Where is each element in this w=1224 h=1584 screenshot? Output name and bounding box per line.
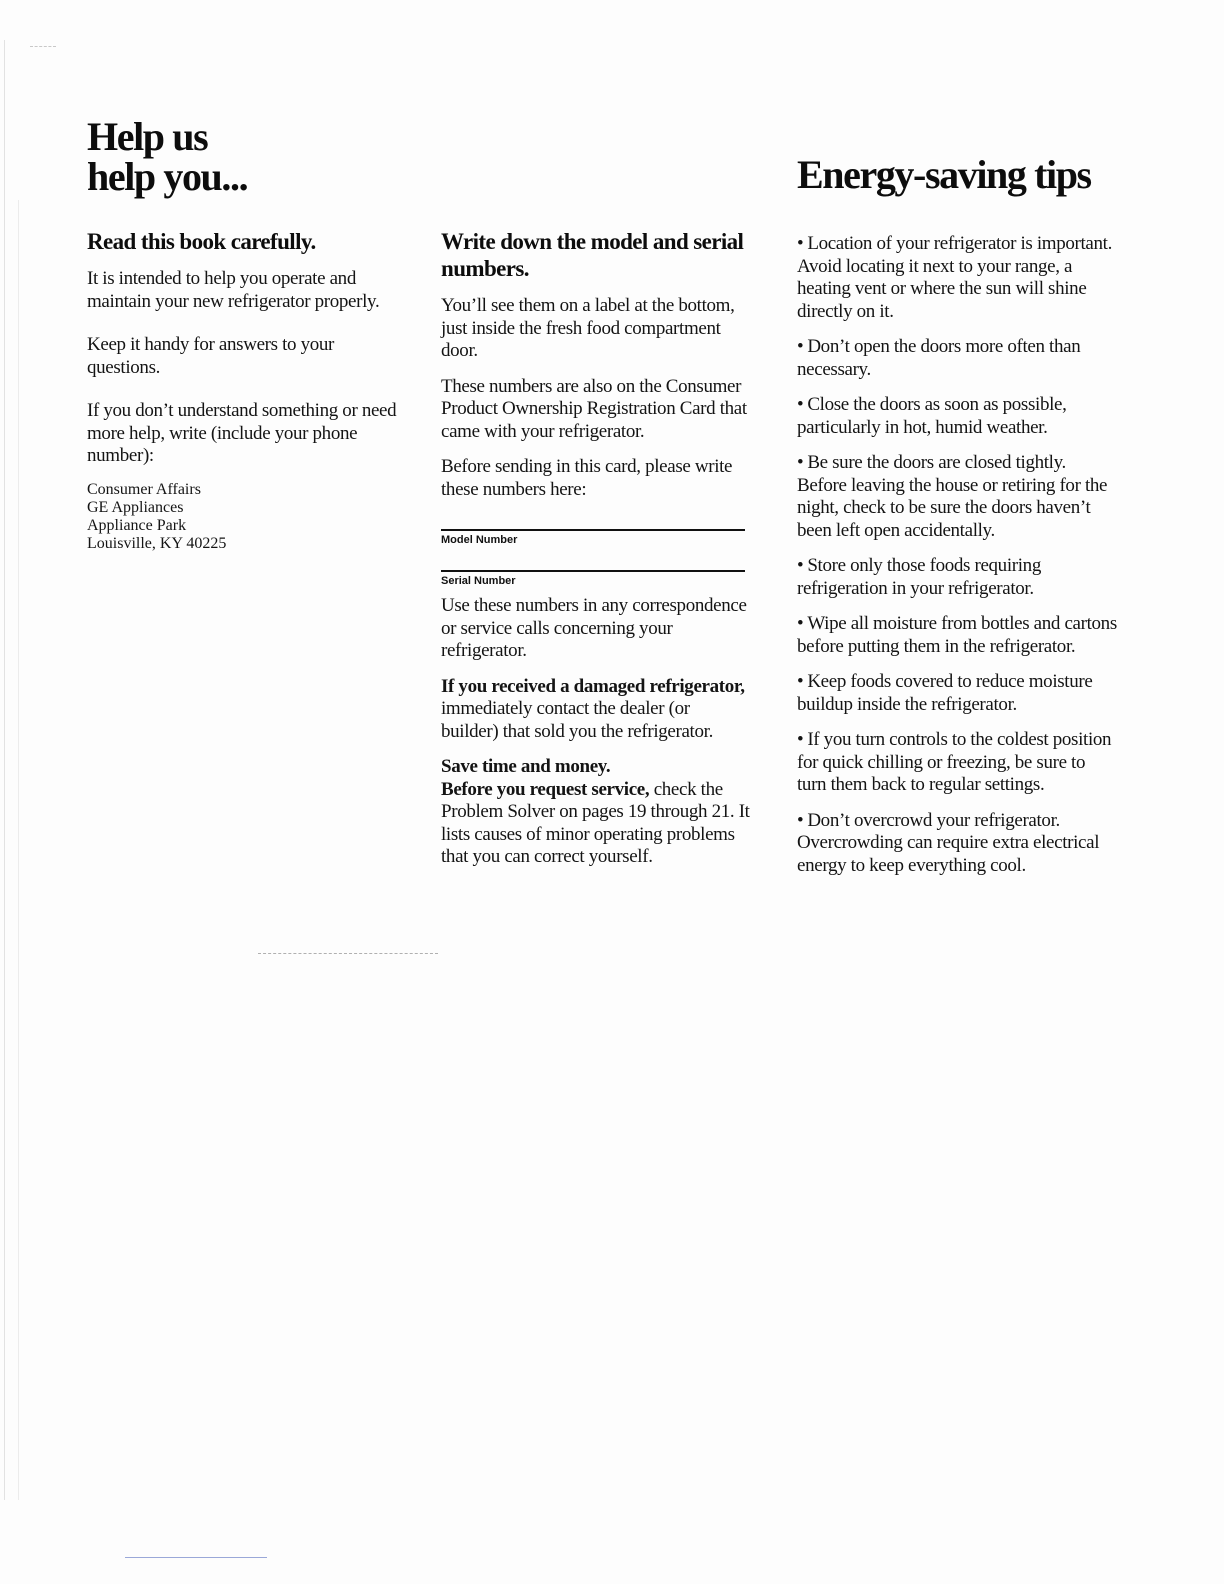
- keep-handy-paragraph: Keep it handy for answers to your questions.: [87, 334, 334, 378]
- model-serial-section: [441, 228, 751, 869]
- request-service-paragraph: [441, 779, 751, 869]
- tip-item: [797, 394, 1117, 439]
- write-numbers-paragraph: Before sending in this card, please write these numbers here:: [441, 456, 733, 500]
- scan-edge-left: [4, 40, 5, 1500]
- mailing-address: [87, 481, 397, 553]
- tip-text: Location of your refrigerator is important. Avoid locating it next to your range, a heating vent or where the sun will shine directly on it.: [797, 233, 1112, 322]
- bullet-icon: •: [797, 336, 804, 357]
- intended-paragraph: It is intended to help you operate and maintain your new refrigerator properly.: [87, 268, 380, 312]
- model-serial-heading: Write down the model and serial numbers.: [441, 229, 744, 281]
- energy-tips-section: [797, 233, 1117, 890]
- tip-text: If you turn controls to the coldest position for quick chilling or freezing, be sure to turn them back to regular settings.: [797, 729, 1112, 795]
- model-number-field[interactable]: [441, 529, 751, 548]
- energy-saving-title: Energy-saving tips: [797, 152, 1091, 197]
- tip-text: Close the doors as soon as possible, particularly in hot, humid weather.: [797, 394, 1067, 438]
- tip-text: Don’t overcrowd your refrigerator. Overcrowding can require extra electrical energy to keep everything cool.: [797, 809, 1100, 876]
- tip-text: Don’t open the doors more often than necessary.: [797, 336, 1081, 380]
- registration-card-paragraph: These numbers are also on the Consumer Product Ownership Registration Card that came with your refrigerator.: [441, 375, 747, 442]
- bullet-icon: •: [797, 452, 804, 473]
- tip-text: Store only those foods requiring refrigeration in your refrigerator.: [797, 555, 1041, 599]
- save-time-text: Save time and money.: [441, 756, 611, 777]
- bullet-icon: •: [797, 233, 804, 254]
- serial-number-line: [441, 570, 745, 572]
- help-us-title: [87, 114, 248, 199]
- help-us-title-line1: Help us: [87, 114, 208, 159]
- damaged-rest: immediately contact the dealer (or builder) that sold you the refrigerator.: [441, 698, 713, 742]
- tip-text: Be sure the doors are closed tightly. Before leaving the house or retiring for the night, check to be sure the doors haven’t been left open accidentally.: [797, 452, 1108, 541]
- bullet-icon: •: [797, 613, 804, 634]
- address-line: GE Appliances: [87, 498, 184, 516]
- address-line: Louisville, KY 40225: [87, 534, 227, 552]
- tip-item: [797, 555, 1117, 600]
- model-number-line: [441, 529, 745, 531]
- damaged-lead: If you received a damaged refrigerator,: [441, 675, 745, 697]
- tip-text: Keep foods covered to reduce moisture buildup inside the refrigerator.: [797, 671, 1093, 715]
- energy-tips-list: [797, 233, 1117, 877]
- help-us-title-line2: help you...: [87, 154, 248, 199]
- serial-number-label: Serial Number: [441, 575, 516, 587]
- tip-item: [797, 729, 1117, 797]
- model-number-label: Model Number: [441, 534, 518, 546]
- bullet-icon: •: [797, 809, 804, 831]
- save-time-heading: [441, 756, 751, 779]
- bottom-rule: [125, 1557, 267, 1558]
- address-line: Consumer Affairs: [87, 480, 201, 498]
- tip-text: Wipe all moisture from bottles and cartons before putting them in the refrigerator.: [797, 613, 1117, 657]
- request-service-lead: Before you request service,: [441, 778, 650, 800]
- damaged-refrigerator-paragraph: [441, 676, 751, 744]
- tip-item: [797, 671, 1117, 716]
- bullet-icon: •: [797, 394, 804, 415]
- address-line: Appliance Park: [87, 516, 187, 534]
- tip-item: [797, 233, 1117, 323]
- serial-number-field[interactable]: [441, 570, 751, 589]
- tip-item: [797, 336, 1117, 381]
- scan-mark-top: [30, 46, 56, 48]
- tip-item: [797, 452, 1117, 542]
- tip-item: [797, 810, 1117, 878]
- use-numbers-paragraph: Use these numbers in any correspondence or service calls concerning your refrigerator.: [441, 595, 747, 661]
- tip-item: [797, 613, 1117, 658]
- bullet-icon: •: [797, 729, 804, 750]
- bullet-icon: •: [797, 671, 804, 692]
- read-book-heading: Read this book carefully.: [87, 229, 316, 254]
- label-location-paragraph: You’ll see them on a label at the bottom, just inside the fresh food compartment door.: [441, 295, 735, 361]
- read-book-section: [87, 228, 397, 553]
- request-service-rest: check the Problem Solver on pages 19 through 21. It lists causes of minor operating problems that you can correct yourself.: [441, 778, 750, 867]
- more-help-paragraph: If you don’t understand something or need more help, write (include your phone number):: [87, 400, 397, 466]
- bullet-icon: •: [797, 555, 804, 576]
- scan-edge-left-inner: [18, 200, 19, 1500]
- scan-dash-mark: [258, 953, 438, 955]
